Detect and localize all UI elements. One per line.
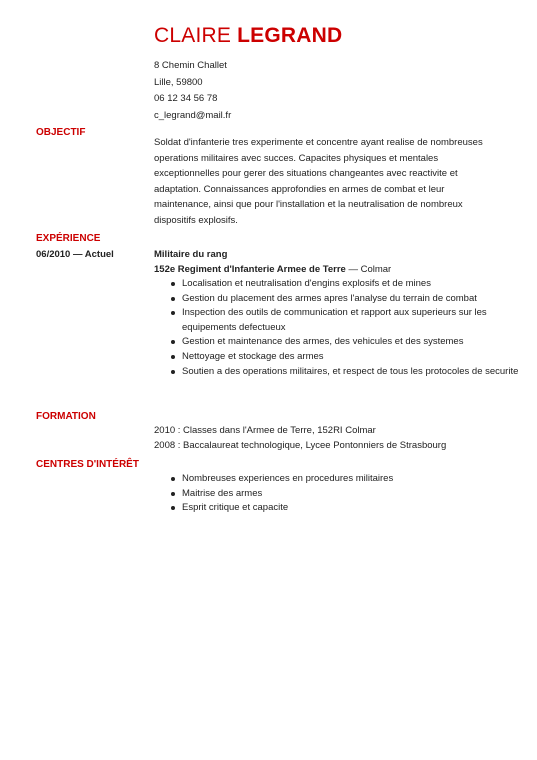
list-item: Nettoyage et stockage des armes [182, 350, 532, 365]
education-list [154, 423, 446, 453]
employer-line [154, 264, 391, 275]
list-item: Nombreuses experiences en procedures militaires [182, 472, 532, 487]
interests-list [154, 472, 532, 516]
list-item: 2010 : Classes dans l'Armee de Terre, 152RI Colmar [154, 425, 376, 436]
employer-location: — Colmar [345, 264, 392, 275]
first-name: CLAIRE [154, 24, 232, 47]
duties-list [154, 277, 532, 379]
experience-date: 06/2010 — Actuel [36, 249, 114, 260]
last-name: LEGRAND [237, 24, 343, 47]
objective-text: Soldat d'infanterie tres experimente et concentre ayant realise de nombreuses operations militaires avec succes. Capacites physiques et mentales exceptionnelles pour gerer des situations changeantes avec reactivite et adaptation. Connaissances approfondies en armes de combat et leur maintenance, ainsi que pour l'installation et la neutralisation de nombreux dispositifs explosifs. [154, 137, 483, 226]
list-item: Localisation et neutralisation d'engins explosifs et de mines [182, 277, 532, 292]
candidate-name [154, 24, 342, 48]
address-line: 8 Chemin Challet [154, 60, 227, 71]
objective-heading: OBJECTIF [36, 127, 86, 138]
list-item: Inspection des outils de communication et rapport aux superieurs sur les equipements defectueux [182, 306, 532, 335]
phone-number: 06 12 34 56 78 [154, 93, 218, 105]
education-heading: FORMATION [36, 411, 96, 422]
city-line: Lille, 59800 [154, 76, 203, 88]
contact-block [154, 58, 231, 125]
list-item: Soutien a des operations militaires, et respect de tous les protocoles de securite [182, 365, 532, 380]
list-item: Maitrise des armes [182, 487, 532, 502]
list-item: Esprit critique et capacite [182, 501, 532, 516]
list-item: Gestion du placement des armes apres l'analyse du terrain de combat [182, 292, 532, 307]
job-title: Militaire du rang [154, 249, 228, 260]
email-address: c_legrand@mail.fr [154, 110, 232, 122]
experience-heading: EXPÉRIENCE [36, 233, 101, 244]
list-item: Gestion et maintenance des armes, des vehicules et des systemes [182, 335, 532, 350]
interests-heading: CENTRES D'INTÉRÊT [36, 459, 139, 470]
list-item: 2008 : Baccalaureat technologique, Lycee Pontonniers de Strasbourg [154, 440, 447, 451]
employer-name: 152e Regiment d'Infanterie Armee de Terre [154, 264, 346, 275]
